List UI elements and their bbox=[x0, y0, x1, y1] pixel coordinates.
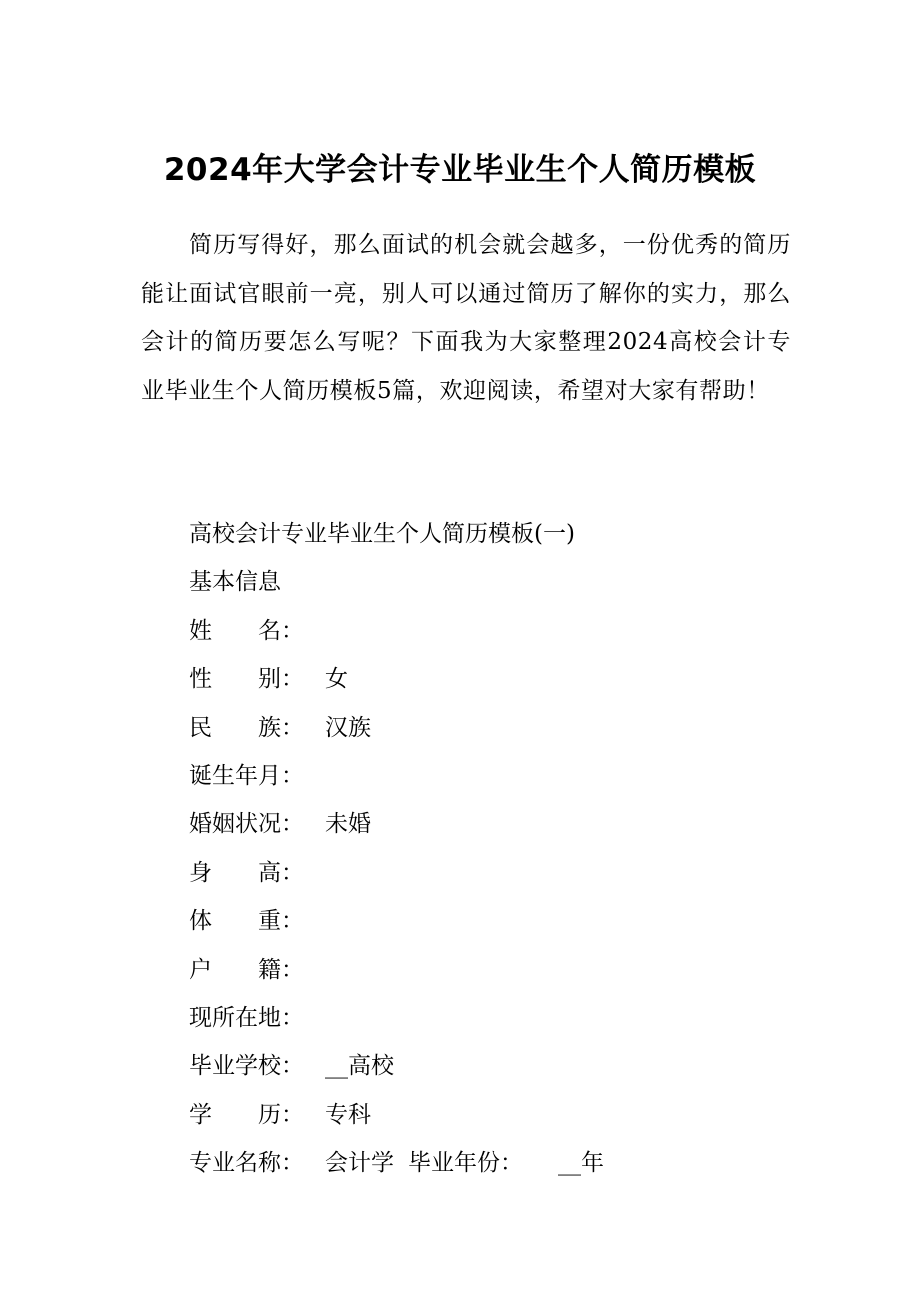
field-value: 女 bbox=[325, 666, 348, 693]
field-major bbox=[189, 1139, 789, 1187]
basic-info-heading: 基本信息 bbox=[189, 569, 281, 596]
field-value: 汉族 bbox=[325, 714, 371, 741]
document-title: 2024年大学会计专业毕业生个人简历模板 bbox=[163, 152, 757, 188]
field-label: 学 历： bbox=[189, 1101, 304, 1128]
field-label: 姓 名： bbox=[189, 617, 304, 644]
field-value: 会计学 bbox=[325, 1150, 394, 1177]
field-value: 专科 bbox=[325, 1101, 371, 1128]
graduation-year-label: 毕业年份： bbox=[408, 1150, 523, 1177]
field-label: 体 重： bbox=[189, 908, 304, 935]
field-graduate-school bbox=[189, 1042, 789, 1090]
field-label: 性 别： bbox=[189, 666, 304, 693]
field-gender bbox=[189, 655, 789, 703]
field-birth-date bbox=[189, 752, 789, 800]
field-weight bbox=[189, 897, 789, 945]
field-label: 诞生年月： bbox=[189, 762, 304, 789]
field-label: 专业名称： bbox=[189, 1150, 304, 1177]
field-label: 户 籍： bbox=[189, 956, 304, 983]
field-label: 毕业学校： bbox=[189, 1053, 304, 1080]
field-name bbox=[189, 607, 789, 655]
field-ethnicity bbox=[189, 704, 789, 752]
field-height bbox=[189, 849, 789, 897]
field-education bbox=[189, 1091, 789, 1139]
field-label: 婚姻状况： bbox=[189, 811, 304, 838]
resume-template-section bbox=[189, 510, 789, 1187]
section-heading: 高校会计专业毕业生个人简历模板(一) bbox=[189, 521, 575, 547]
field-current-location bbox=[189, 994, 789, 1042]
field-marital-status bbox=[189, 800, 789, 848]
graduation-year-value: __年 bbox=[558, 1150, 604, 1177]
field-label: 身 高： bbox=[189, 859, 304, 886]
field-value: 未婚 bbox=[325, 811, 371, 838]
field-household-registration bbox=[189, 946, 789, 994]
field-label: 民 族： bbox=[189, 714, 304, 741]
field-label: 现所在地： bbox=[189, 1004, 304, 1031]
field-value: __高校 bbox=[325, 1053, 394, 1080]
intro-paragraph: 简历写得好，那么面试的机会就会越多，一份优秀的简历能让面试官眼前一亮，别人可以通过简历了解你的实力，那么会计的简历要怎么写呢？下面我为大家整理2024高校会计专业毕业生个人简历模板5篇，欢迎阅读，希望对大家有帮助！ bbox=[141, 232, 791, 404]
